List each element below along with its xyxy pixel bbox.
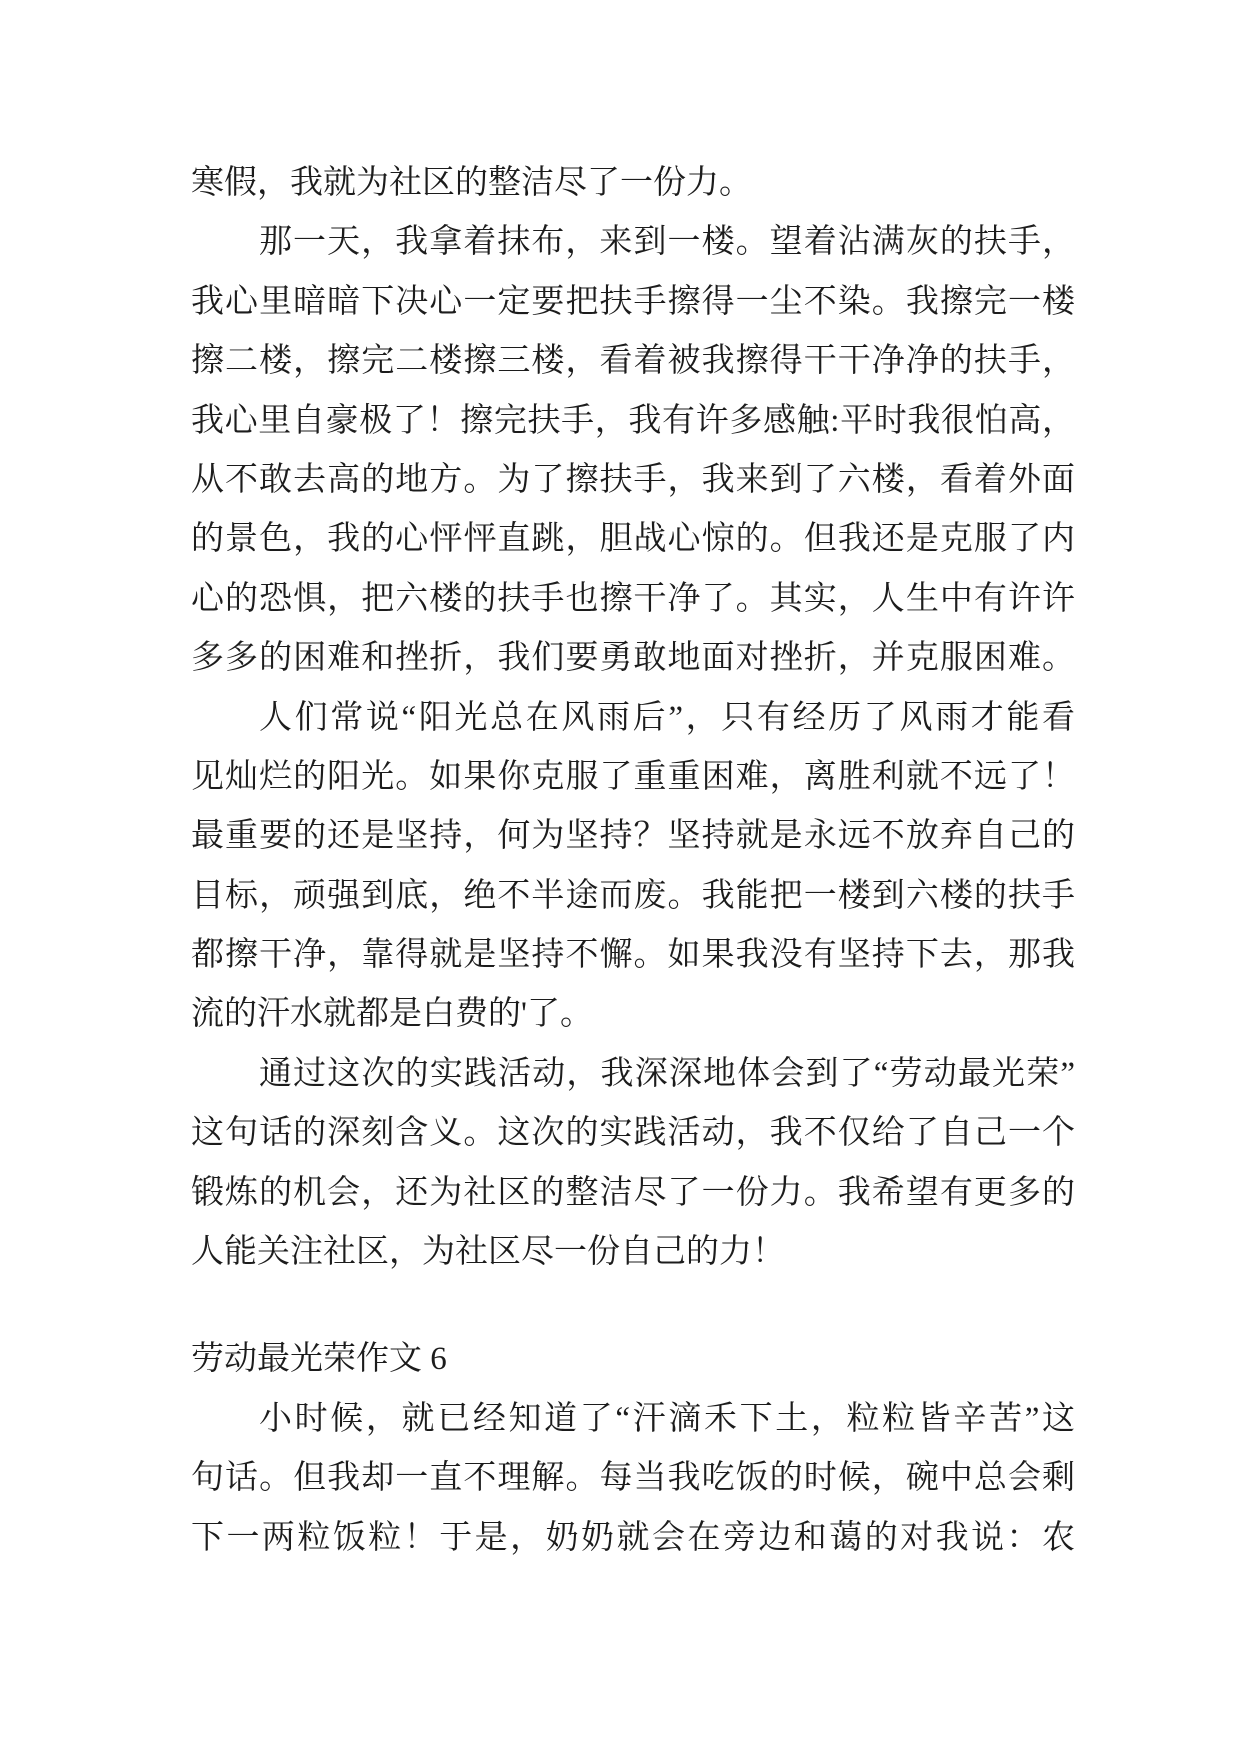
paragraph (191, 213, 1075, 688)
text-line: 下一两粒饭粒！于是，奶奶就会在旁边和蔼的对我说：农 (191, 1519, 1075, 1556)
text-line: 人们常说“阳光总在风雨后”，只有经历了风雨才能看 (259, 699, 1075, 736)
paragraph (191, 154, 1075, 213)
text-line: 句话。但我却一直不理解。每当我吃饭的时候，碗中总会剩 (191, 1460, 1075, 1497)
text-line: 这句话的深刻含义。这次的实践活动，我不仅给了自己一个 (191, 1115, 1075, 1152)
text-line: 通过这次的实践活动，我深深地体会到了“劳动最光荣” (259, 1055, 1075, 1092)
text-line: 我心里自豪极了！擦完扶手，我有许多感触:平时我很怕高， (191, 402, 1075, 439)
text-line: 擦二楼，擦完二楼擦三楼，看着被我擦得干干净净的扶手， (191, 343, 1075, 380)
text-line: 锻炼的机会，还为社区的整洁尽了一份力。我希望有更多的 (191, 1174, 1075, 1211)
text-line: 见灿烂的阳光。如果你克服了重重困难，离胜利就不远了！ (191, 758, 1075, 795)
text-line: 小时候，就已经知道了“汗滴禾下土，粒粒皆辛苦”这 (259, 1400, 1075, 1437)
text-line: 那一天，我拿着抹布，来到一楼。望着沾满灰的扶手， (259, 224, 1075, 261)
text-line: 的景色，我的心怦怦直跳，胆战心惊的。但我还是克服了内 (191, 521, 1075, 558)
text-line: 多多的困难和挫折，我们要勇敢地面对挫折，并克服困难。 (191, 640, 1075, 677)
paragraph (191, 1390, 1075, 1568)
text-line: 流的汗水就都是白费的'了。 (191, 996, 593, 1033)
text-line: 最重要的还是坚持，何为坚持？坚持就是永远不放弃自己的 (191, 818, 1075, 855)
text-line: 我心里暗暗下决心一定要把扶手擦得一尘不染。我擦完一楼 (191, 283, 1075, 320)
text-line: 都擦干净，靠得就是坚持不懈。如果我没有坚持下去，那我 (191, 937, 1075, 974)
text-line: 目标，顽强到底，绝不半途而废。我能把一楼到六楼的扶手 (191, 877, 1075, 914)
section-heading: 劳动最光荣作文 6 (191, 1341, 447, 1378)
text-line: 心的恐惧，把六楼的扶手也擦干净了。其实，人生中有许许 (191, 580, 1075, 617)
text-line: 从不敢去高的地方。为了擦扶手，我来到了六楼，看着外面 (191, 461, 1075, 498)
document-body (191, 154, 1075, 1568)
text-line: 寒假，我就为社区的整洁尽了一份力。 (191, 165, 752, 201)
paragraph (191, 1045, 1075, 1283)
text-line: 人能关注社区，为社区尽一份自己的力！ (191, 1234, 785, 1271)
paragraph (191, 689, 1075, 1045)
